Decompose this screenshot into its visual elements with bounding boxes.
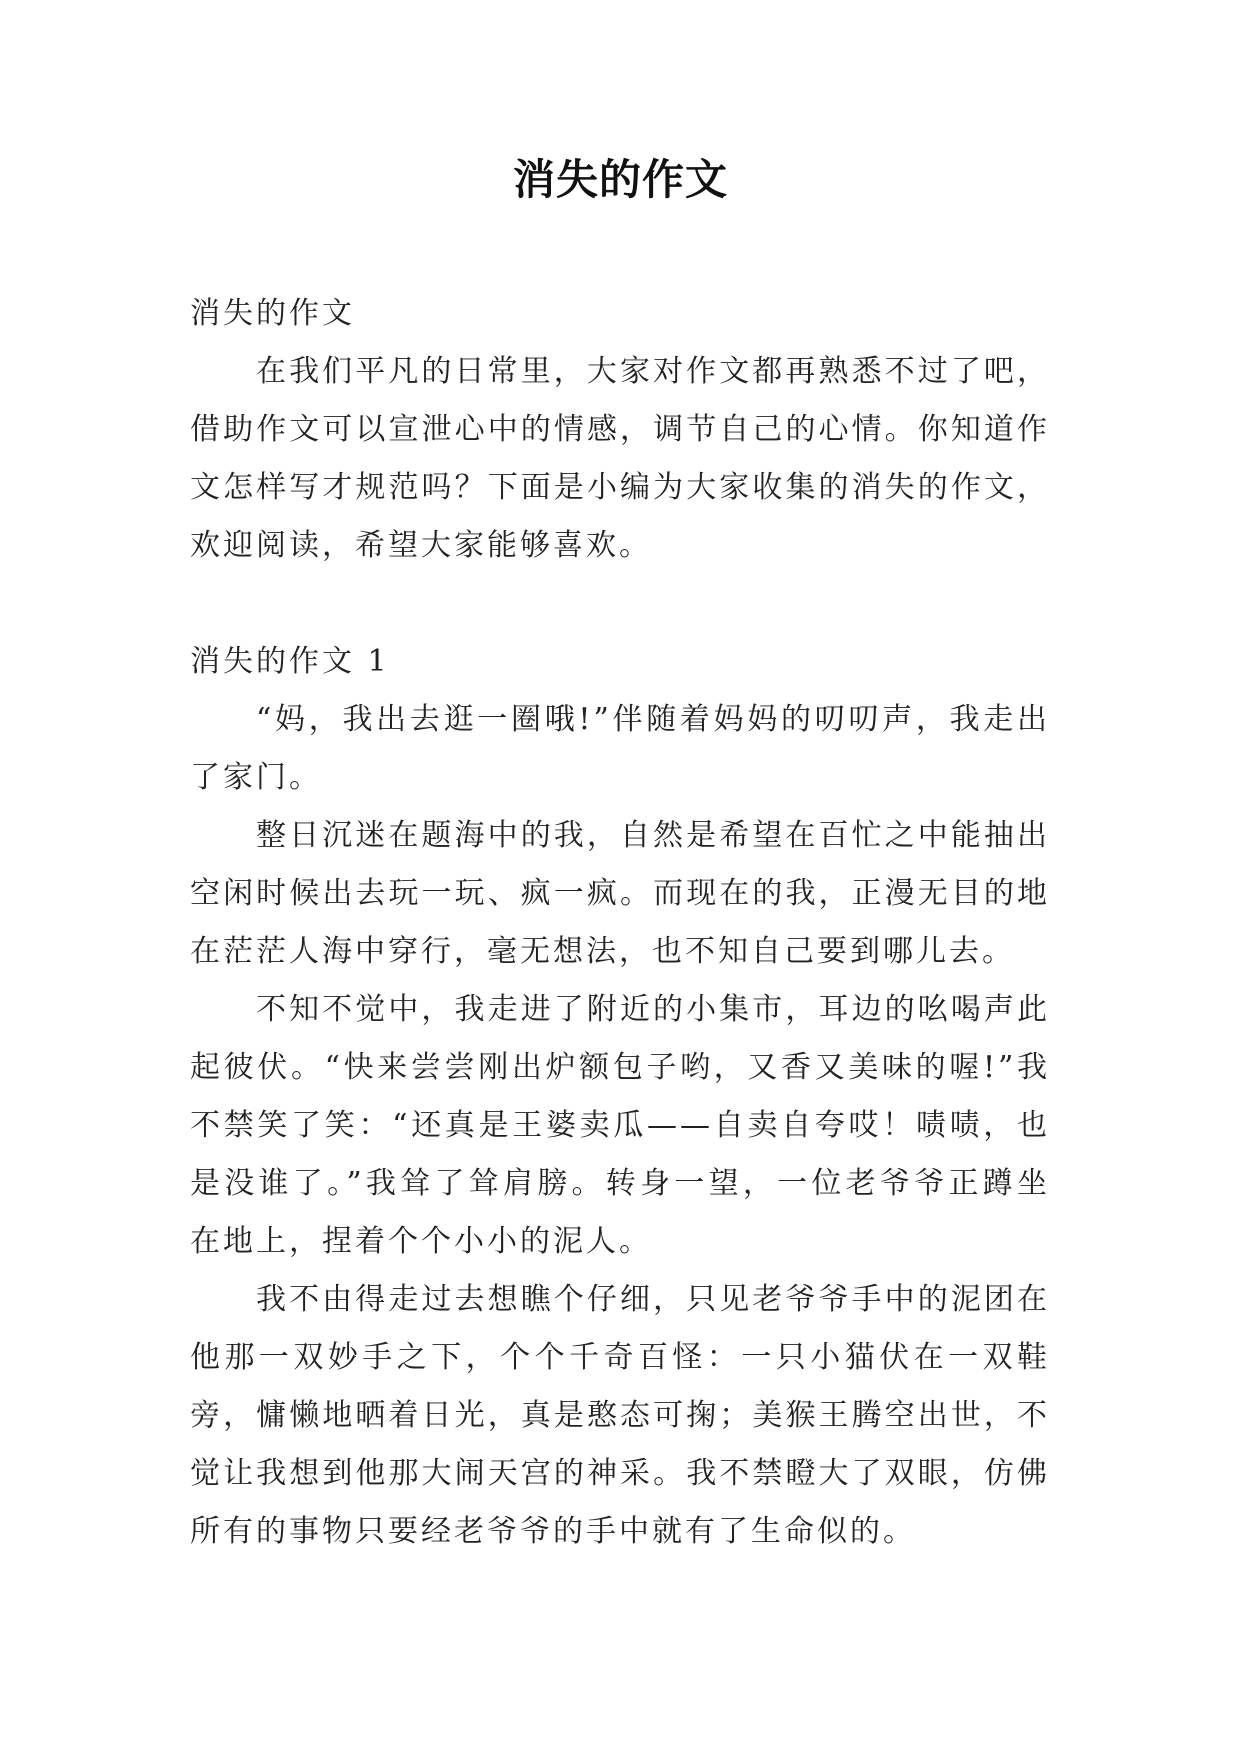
paragraph: 不知不觉中，我走进了附近的小集市，耳边的吆喝声此起彼伏。“快来尝尝刚出炉额包子哟，又香又美味的喔!”我不禁笑了笑：“还真是王婆卖瓜——自卖自夸哎！啧啧，也是没谁了。”我耸了耸肩膀。转身一望，一位老爷爷正蹲坐在地上，捏着个个小小的泥人。	[190, 992, 1050, 1259]
section-heading: 消失的作文 1	[190, 644, 390, 679]
paragraph: “妈，我出去逛一圈哦!”伴随着妈妈的叨叨声，我走出了家门。	[190, 702, 1050, 795]
intro-paragraph: 在我们平凡的日常里，大家对作文都再熟悉不过了吧，借助作文可以宣泄心中的情感，调节自己的心情。你知道作文怎样写才规范吗？下面是小编为大家收集的消失的作文，欢迎阅读，希望大家能够喜欢。	[190, 354, 1050, 563]
intro-heading: 消失的作文	[190, 296, 355, 331]
document-title: 消失的作文	[512, 155, 728, 204]
paragraph: 整日沉迷在题海中的我，自然是希望在百忙之中能抽出空闲时候出去玩一玩、疯一疯。而现在的我，正漫无目的地在茫茫人海中穿行，毫无想法，也不知自己要到哪儿去。	[190, 818, 1050, 969]
document-body	[190, 285, 1050, 1561]
paragraph: 我不由得走过去想瞧个仔细，只见老爷爷手中的泥团在他那一双妙手之下，个个千奇百怪：一只小猫伏在一双鞋旁，慵懒地晒着日光，真是憨态可掬；美猴王腾空出世，不觉让我想到他那大闹天宫的神采。我不禁瞪大了双眼，仿佛所有的事物只要经老爷爷的手中就有了生命似的。	[190, 1282, 1050, 1549]
